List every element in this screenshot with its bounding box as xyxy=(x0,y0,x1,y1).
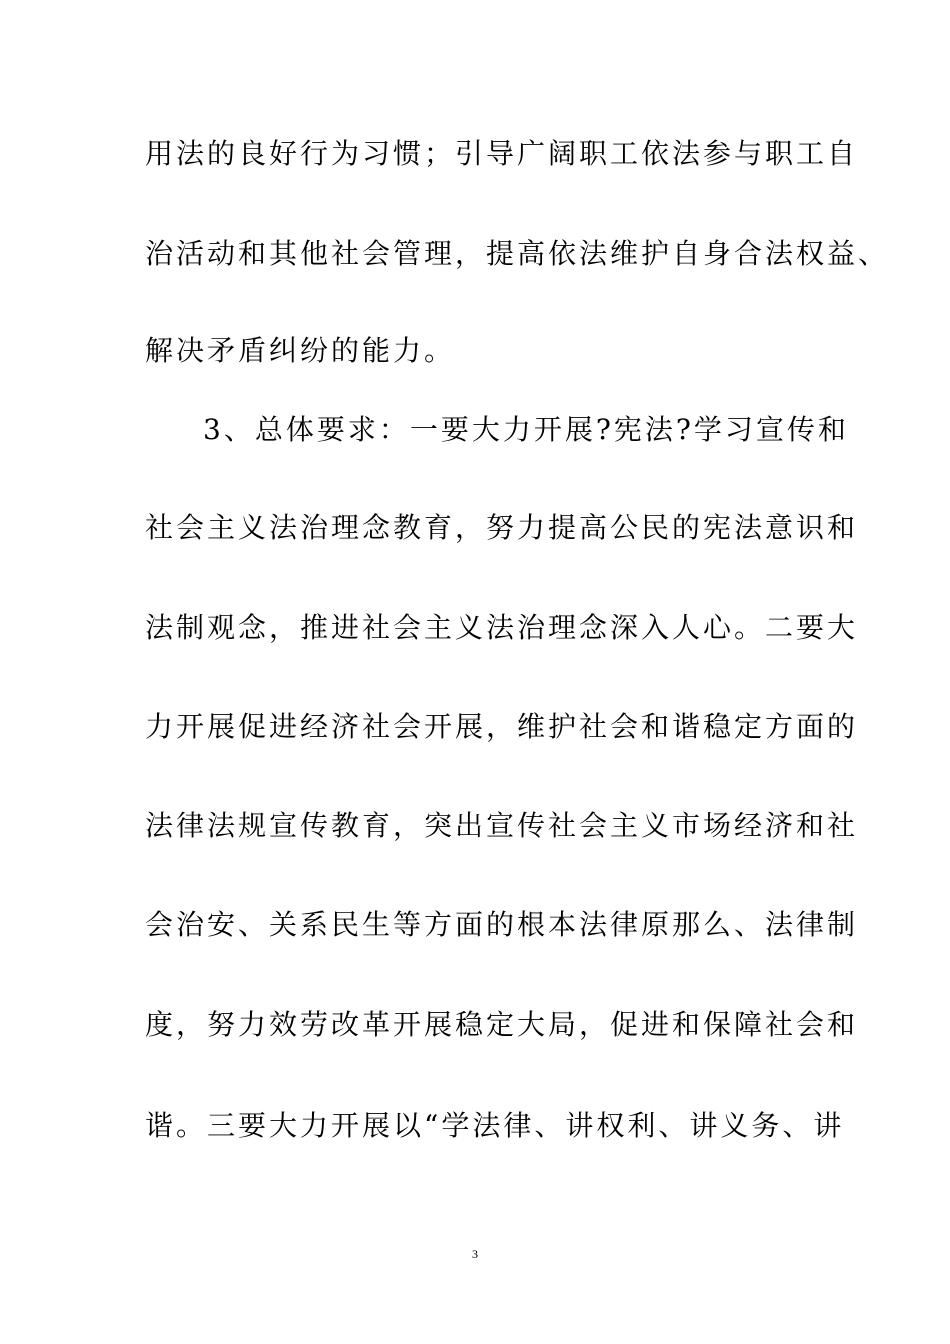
text-line-10: 度，努力效劳改革开展稳定大局，促进和保障社会和 xyxy=(145,1008,859,1041)
text-line-2: 治活动和其他社会管理，提高依法维护自身合法权益、 xyxy=(145,237,890,270)
text-line-6: 法制观念，推进社会主义法治理念深入人心。二要大 xyxy=(145,611,859,644)
text-line-7: 力开展促进经济社会开展，维护社会和谐稳定方面的 xyxy=(145,710,859,743)
text-line-5: 社会主义法治理念教育，努力提高公民的宪法意识和 xyxy=(145,511,859,544)
text-line-1: 用法的良好行为习惯；引导广阔职工依法参与职工自 xyxy=(145,137,859,170)
page-number: 3 xyxy=(472,1247,478,1261)
text-line-3: 解决矛盾纠纷的能力。 xyxy=(145,334,456,367)
text-line-9: 会治安、关系民生等方面的根本法律原那么、法律制 xyxy=(145,908,859,941)
text-line-11: 谐。三要大力开展以“学法律、讲权利、讲义务、讲 xyxy=(145,1109,845,1142)
text-line-4: 3、总体要求：一要大力开展?宪法?学习宣传和 xyxy=(203,413,849,446)
text-line-8: 法律法规宣传教育，突出宣传社会主义市场经济和社 xyxy=(145,809,859,842)
